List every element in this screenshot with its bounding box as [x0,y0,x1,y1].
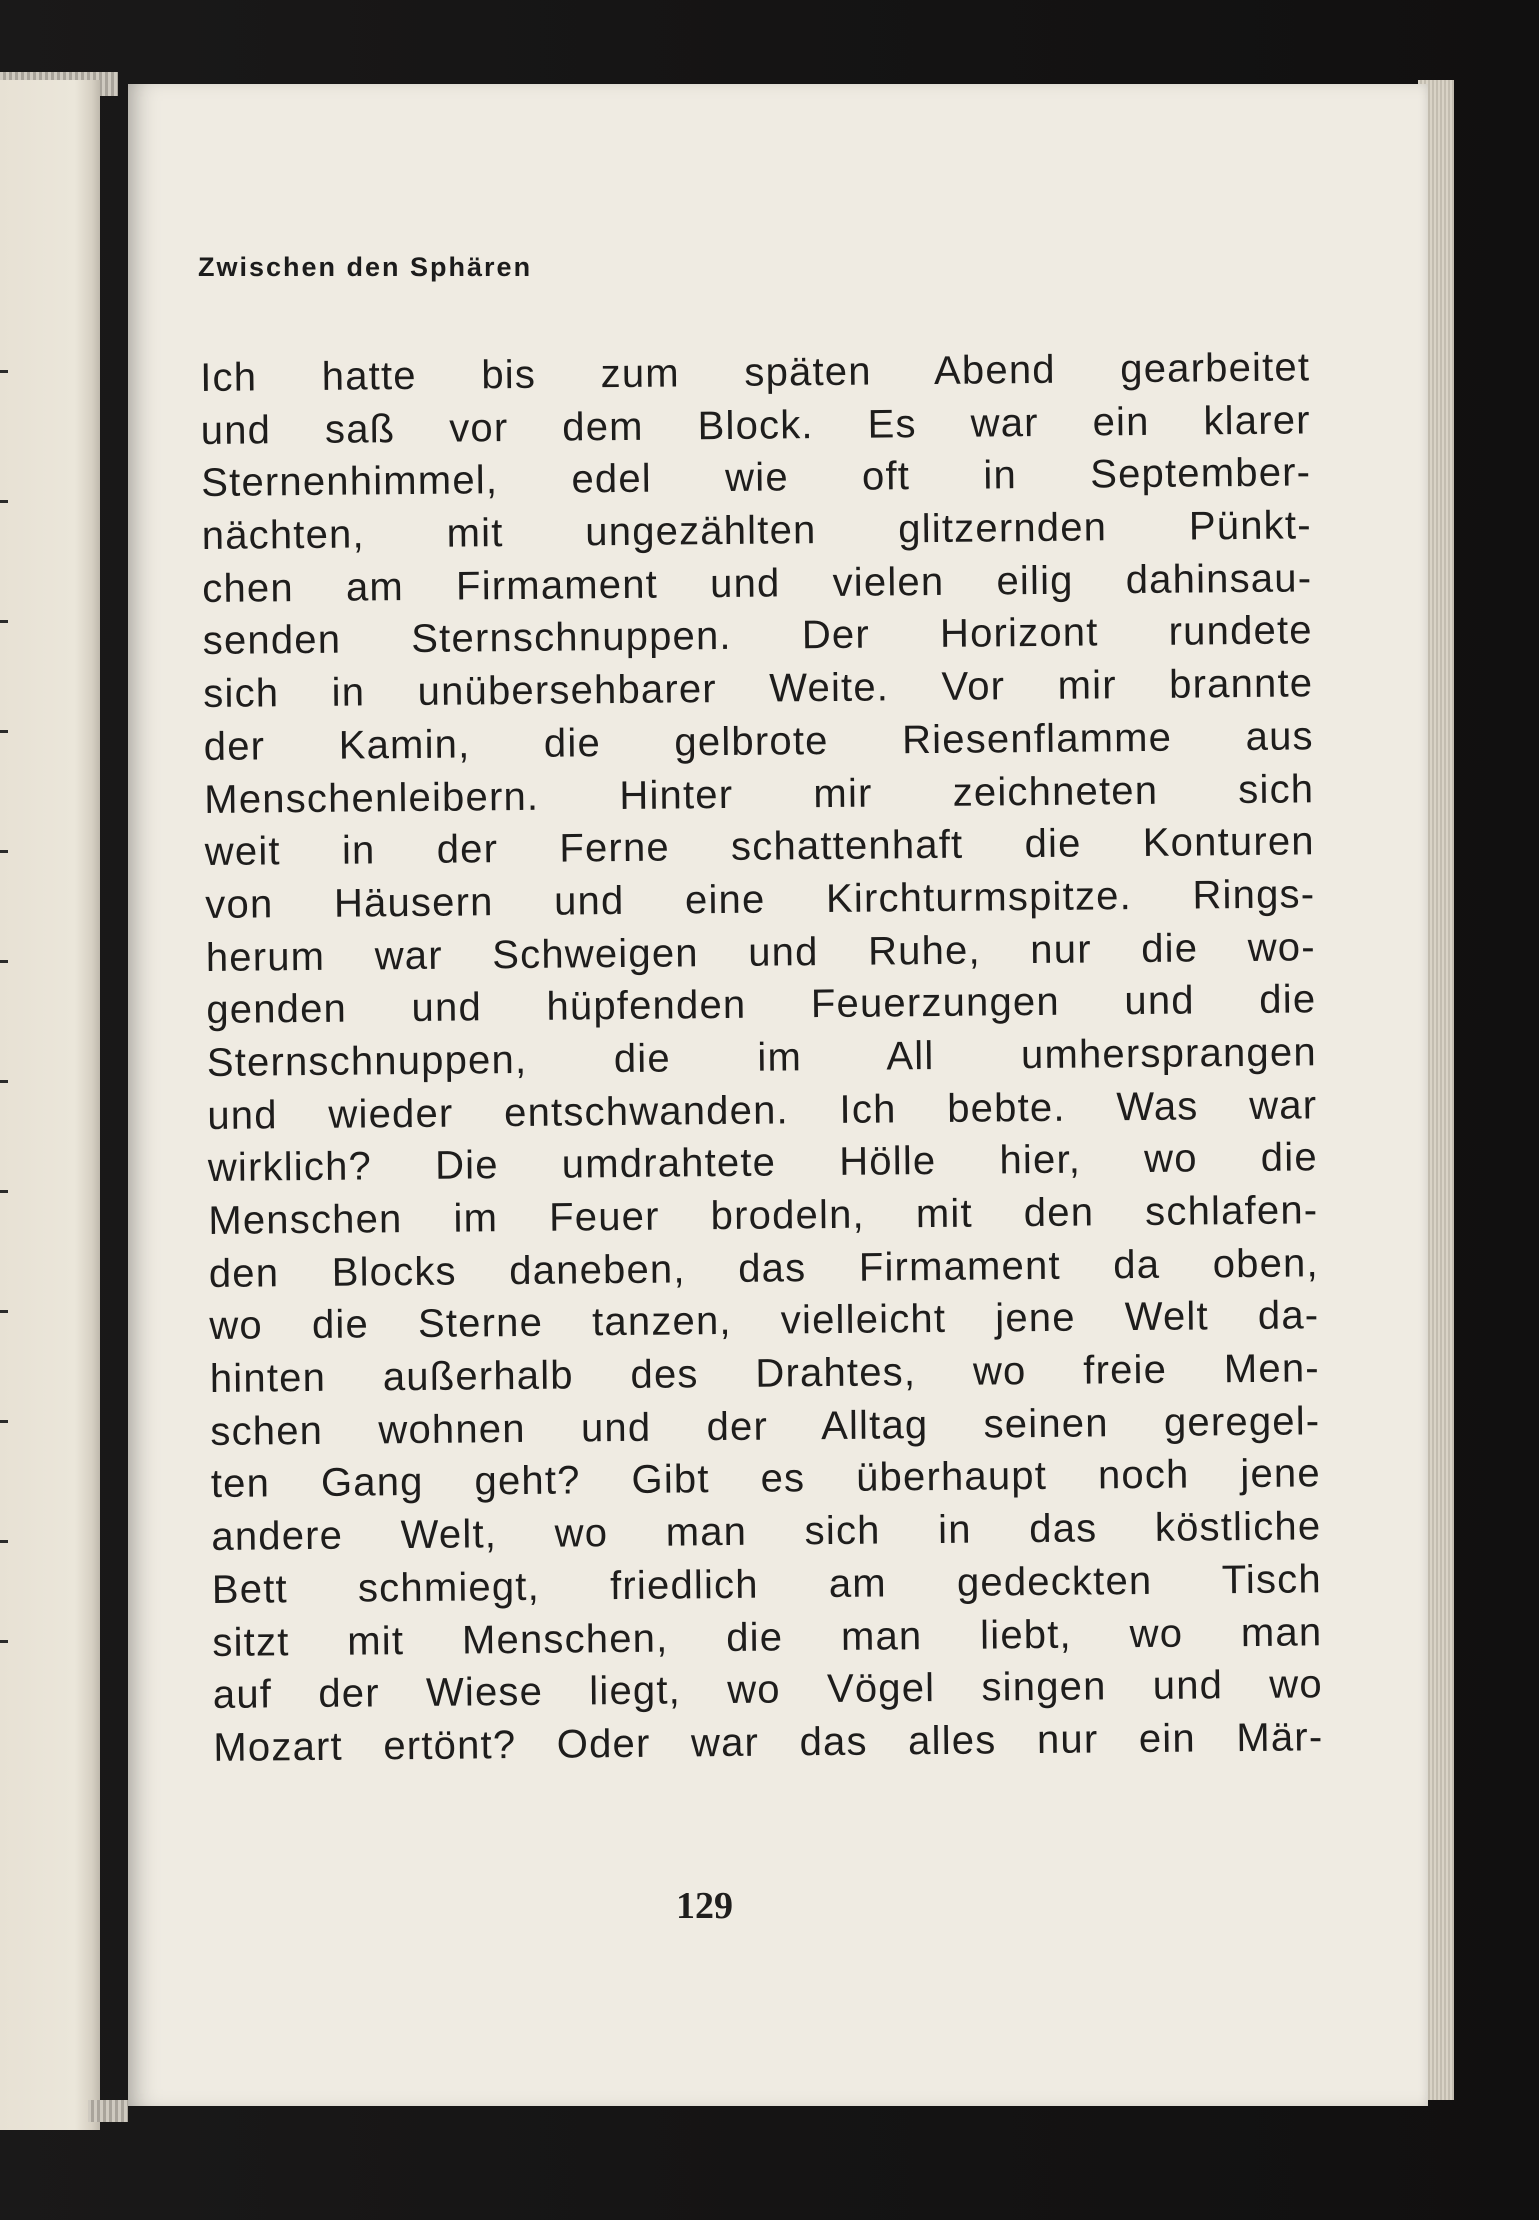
text-line: herum war Schweigen und Ruhe, nur die wo- [205,924,1316,980]
left-page-mark [0,500,8,503]
text-line: sitzt mit Menschen, die man liebt, wo man [212,1609,1323,1665]
text-line: ten Gang geht? Gibt es überhaupt noch jene [210,1451,1322,1507]
text-line: Menschenleibern. Hinter mir zeichneten sich [204,766,1315,822]
text-line: schen wohnen und der Alltag seinen geregel- [210,1399,1321,1454]
left-page-mark [0,1080,8,1083]
running-head: Zwischen den Sphären [198,252,533,282]
text-line: hinten außerhalb des Drahtes, wo freie Men- [209,1346,1321,1402]
book-page [128,84,1428,2106]
text-line: Sternschnuppen, die im All umhersprangen [206,1030,1317,1085]
left-page-mark [0,1190,8,1193]
text-line: Mozart ertönt? Oder war das alles nur ein Mär- [213,1715,1324,1770]
left-page-mark [0,1540,8,1543]
text-line: sich in unübersehbarer Weite. Vor mir brannte [203,661,1314,717]
left-page-mark [0,1640,8,1643]
text-line: von Häusern und eine Kirchturmspitze. Rings- [205,872,1316,927]
text-line: chen am Firmament und vielen eilig dahinsau- [202,556,1313,611]
text-line: wo die Sterne tanzen, vielleicht jene Welt da- [209,1293,1320,1349]
left-page-mark [0,960,8,963]
text-line: Sternenhimmel, edel wie oft in September- [201,450,1312,506]
left-page-mark [0,620,8,623]
text-line: der Kamin, die gelbrote Riesenflamme aus [203,714,1314,769]
body-text [200,341,1324,1774]
left-page-mark [0,370,8,373]
text-line: Menschen im Feuer brodeln, mit den schlafen- [208,1188,1319,1243]
left-page-mark [0,1310,8,1313]
left-page-edge [0,80,100,2130]
left-page-mark [0,1420,8,1423]
text-line: genden und hüpfenden Feuerzungen und die [206,977,1317,1033]
text-line: Ich hatte bis zum späten Abend gearbeitet [200,345,1311,400]
text-line: und saß vor dem Block. Es war ein klarer [200,398,1311,453]
book-spine-bottom [88,2100,128,2122]
text-line: Bett schmiegt, friedlich am gedeckten Tisch [211,1557,1323,1612]
left-page-mark [0,850,8,853]
text-line: den Blocks daneben, das Firmament da oben, [208,1240,1320,1296]
text-line: andere Welt, wo man sich in das köstliche [211,1504,1322,1560]
text-line: nächten, mit ungezählten glitzernden Pünkt- [201,503,1312,559]
page-number: 129 [676,1885,733,1927]
left-page-mark [0,730,8,733]
text-line: senden Sternschnuppen. Der Horizont rundete [202,608,1313,664]
text-line: auf der Wiese liegt, wo Vögel singen und wo [212,1662,1324,1718]
text-line: wirklich? Die umdrahtete Hölle hier, wo die [207,1135,1318,1191]
text-line: und wieder entschwanden. Ich bebte. Was war [207,1082,1318,1138]
text-line: weit in der Ferne schattenhaft die Konturen [204,819,1315,875]
